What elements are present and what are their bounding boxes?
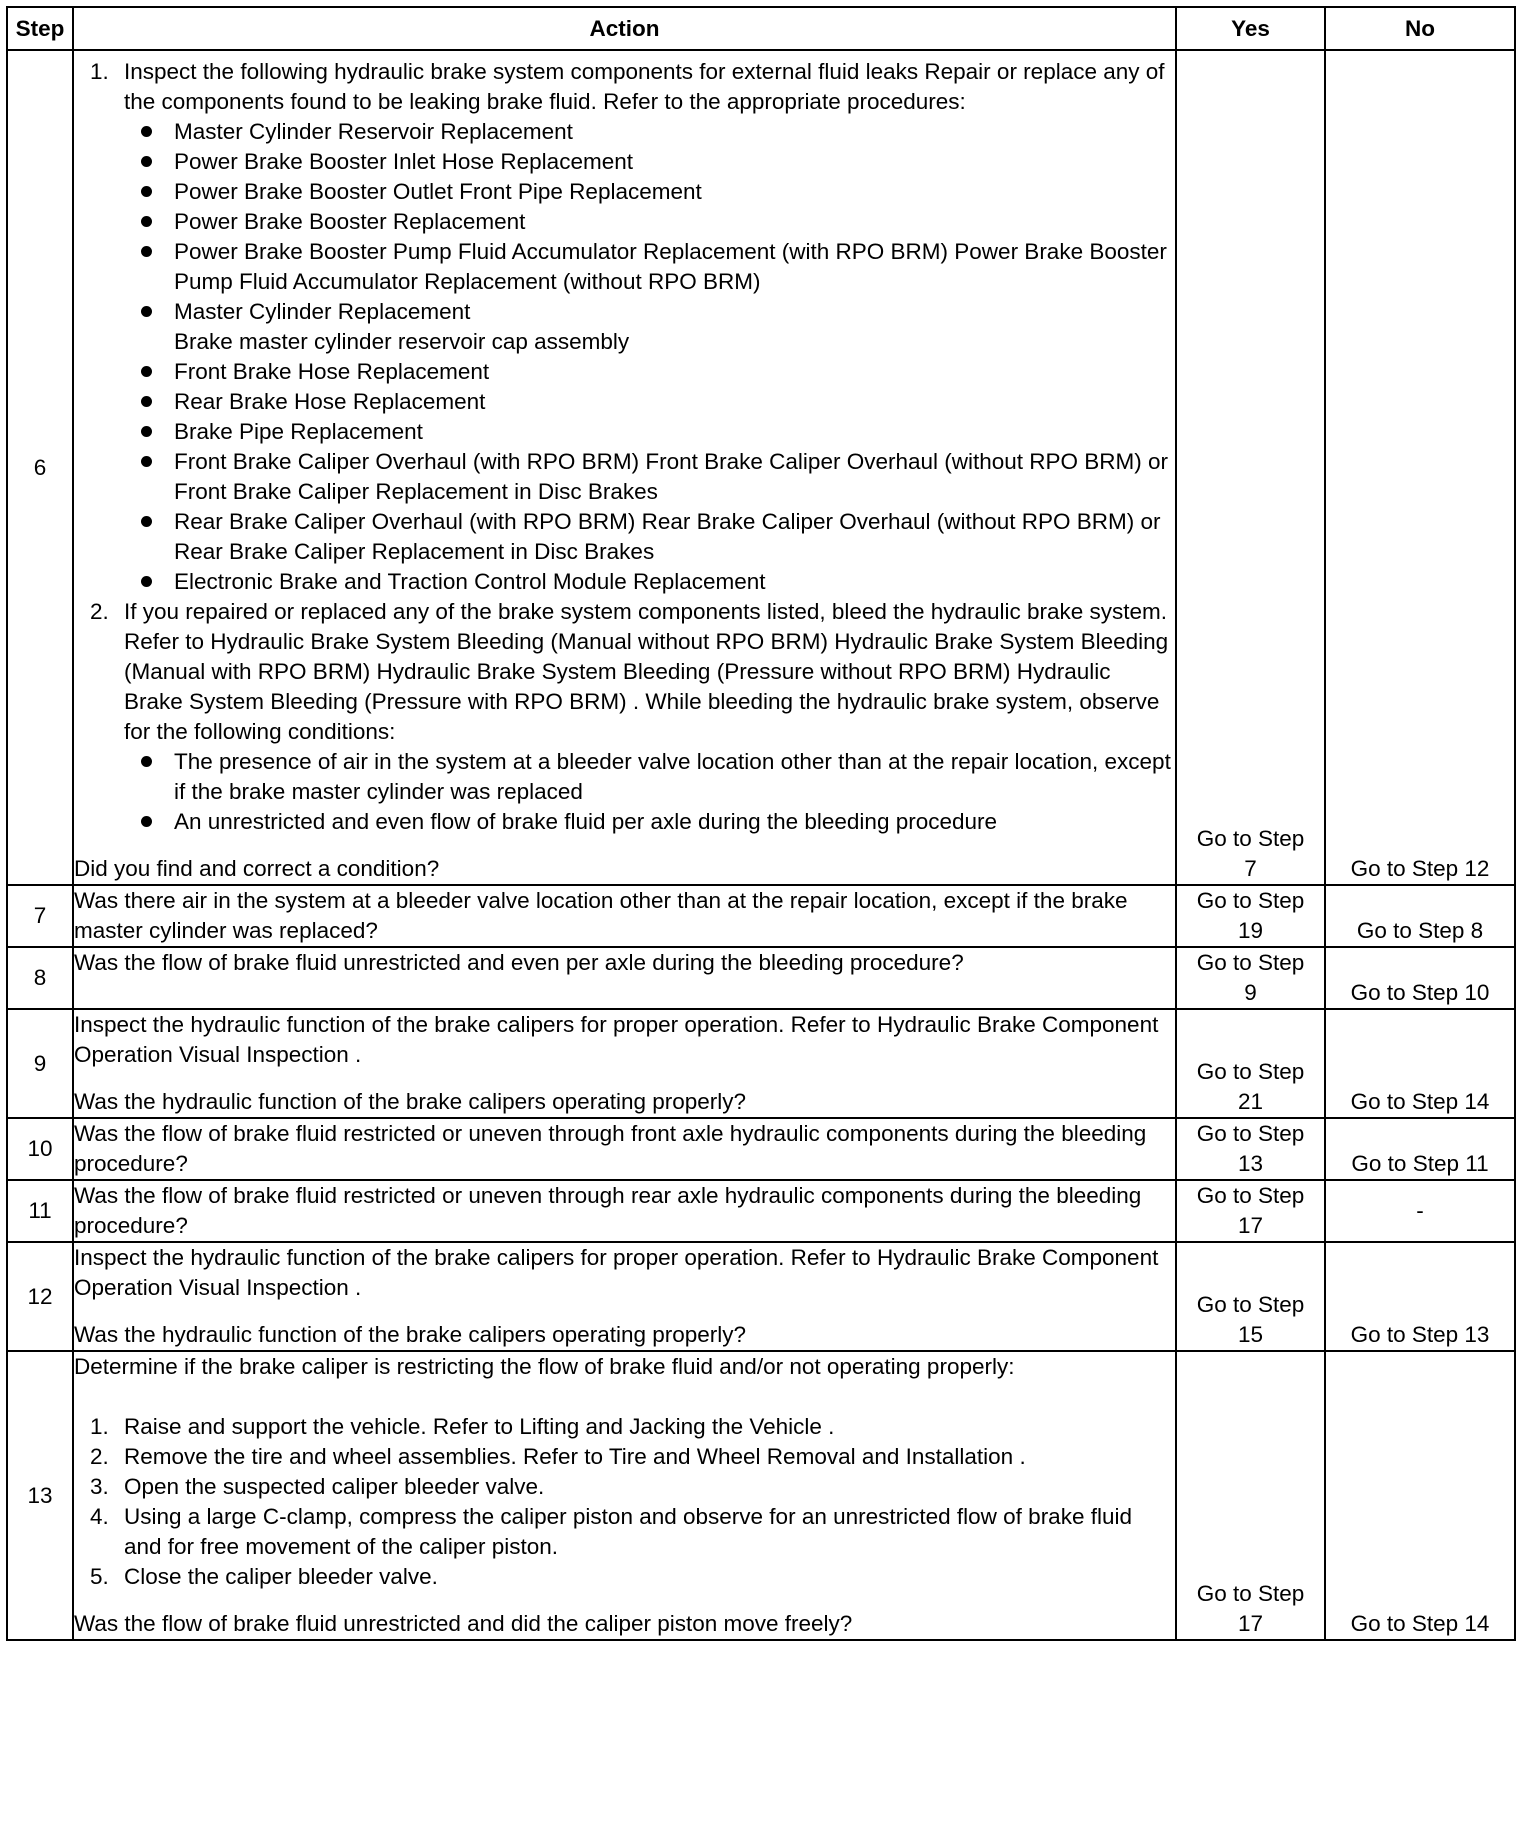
spacer [74,1070,1175,1087]
question-text: Was the flow of brake fluid unrestricted and did the caliper piston move freely? [74,1611,853,1636]
question-text: Was the hydraulic function of the brake calipers operating properly? [74,1322,747,1347]
yes-link: Go to Step 17 [1196,1581,1305,1636]
yes-link: Go to Step 19 [1196,888,1305,943]
list-item: Remove the tire and wheel assemblies. Refer to Tire and Wheel Removal and Installation . [124,1444,1026,1469]
no-cell: Go to Step 14 [1325,1009,1515,1118]
yes-cell [1176,885,1325,947]
yes-cell [1176,1351,1325,1640]
step-number: 12 [7,1242,73,1351]
bullet-list [124,747,1175,837]
question-text: Was the flow of brake fluid restricted or uneven through front axle hydraulic components during the bleeding procedure? [74,1121,1147,1176]
list-item: Open the suspected caliper bleeder valve. [124,1474,545,1499]
bullet-item: Power Brake Booster Outlet Front Pipe Replacement [124,177,1175,207]
procedure-list [74,1412,1175,1592]
action-cell [73,1118,1176,1180]
yes-cell [1176,1118,1325,1180]
action-cell [73,947,1176,1009]
intro-text: Determine if the brake caliper is restricting the flow of brake fluid and/or not operating properly: [74,1354,1015,1379]
yes-cell [1176,1242,1325,1351]
step-number: 11 [7,1180,73,1242]
bullet-item: Power Brake Booster Replacement [124,207,1175,237]
action-cell [73,1242,1176,1351]
item-text: If you repaired or replaced any of the brake system components listed, bleed the hydraulic brake system. Refer to Hydraulic Brake System Bleeding (Manual without RPO BRM) Hydraulic Brake System Bleeding (Manual with RPO BRM) Hydraulic Brake System Bleeding (Pressure without RPO BRM) Hydraulic Brake System Bleeding (Pressure with RPO BRM) . While bleeding the hydraulic brake system, observe for the following conditions: [124,599,1169,744]
step-number: 10 [7,1118,73,1180]
bullet-item: Power Brake Booster Inlet Hose Replacement [124,147,1175,177]
table-row [7,1180,1515,1242]
yes-link: Go to Step 17 [1196,1183,1305,1238]
table-row [7,1242,1515,1351]
table-row [7,885,1515,947]
yes-cell [1176,1180,1325,1242]
list-item [74,57,1175,597]
no-cell: Go to Step 8 [1325,885,1515,947]
yes-link: Go to Step 7 [1196,826,1305,881]
no-cell: Go to Step 13 [1325,1242,1515,1351]
step-number: 13 [7,1351,73,1640]
bullet-item: Rear Brake Caliper Overhaul (with RPO BRM) Rear Brake Caliper Overhaul (without RPO BRM) or Rear Brake Caliper Replacement in Disc Brakes [124,507,1175,567]
question-text: Was the flow of brake fluid unrestricted and even per axle during the bleeding procedure? [74,950,964,975]
question-text: Was the hydraulic function of the brake calipers operating properly? [74,1089,747,1114]
no-cell: Go to Step 12 [1325,50,1515,885]
bullet-item: Brake Pipe Replacement [124,417,1175,447]
bullet-item: Front Brake Hose Replacement [124,357,1175,387]
spacer [74,837,1175,854]
bullet-item: Rear Brake Hose Replacement [124,387,1175,417]
action-cell [73,1180,1176,1242]
spacer [74,1382,1175,1412]
bullet-item: Master Cylinder Reservoir Replacement [124,117,1175,147]
header-yes: Yes [1176,7,1325,50]
spacer [74,1303,1175,1320]
step-number: 6 [7,50,73,885]
list-item: Using a large C-clamp, compress the caliper piston and observe for an unrestricted flow of brake fluid and for free movement of the caliper piston. [124,1504,1132,1559]
list-item: Close the caliper bleeder valve. [124,1564,438,1589]
bullet-text: Master Cylinder Replacement [174,299,471,324]
procedure-list [74,57,1175,837]
bullet-item: Power Brake Booster Pump Fluid Accumulator Replacement (with RPO BRM) Power Brake Booster Pump Fluid Accumulator Replacement (without RPO BRM) [124,237,1175,297]
list-item: Raise and support the vehicle. Refer to Lifting and Jacking the Vehicle . [124,1414,835,1439]
header-step: Step [7,7,73,50]
yes-link: Go to Step 21 [1196,1059,1305,1114]
yes-cell [1176,947,1325,1009]
spacer [74,1592,1175,1609]
yes-link: Go to Step 9 [1196,950,1305,1005]
diagnostic-table [6,6,1516,1641]
instruction-text: Inspect the hydraulic function of the brake calipers for proper operation. Refer to Hydraulic Brake Component Operation Visual Inspection . [74,1012,1159,1067]
no-cell: Go to Step 11 [1325,1118,1515,1180]
action-cell [73,50,1176,885]
yes-link: Go to Step 15 [1196,1292,1305,1347]
list-item [74,597,1175,837]
step-number: 8 [7,947,73,1009]
no-cell: Go to Step 10 [1325,947,1515,1009]
action-cell [73,1009,1176,1118]
yes-link: Go to Step 13 [1196,1121,1305,1176]
action-cell [73,885,1176,947]
table-row [7,947,1515,1009]
question-text: Was there air in the system at a bleeder valve location other than at the repair location, except if the brake master cylinder was replaced? [74,888,1128,943]
header-action: Action [73,7,1176,50]
item-text: Inspect the following hydraulic brake system components for external fluid leaks Repair or replace any of the components found to be leaking brake fluid. Refer to the appropriate procedures: [124,59,1165,114]
step-number: 7 [7,885,73,947]
bullet-item: Front Brake Caliper Overhaul (with RPO BRM) Front Brake Caliper Overhaul (without RPO BRM) or Front Brake Caliper Replacement in Disc Brakes [124,447,1175,507]
bullet-list [124,117,1175,597]
header-no: No [1325,7,1515,50]
bullet-item: An unrestricted and even flow of brake fluid per axle during the bleeding procedure [124,807,1175,837]
yes-cell [1176,1009,1325,1118]
no-cell: - [1325,1180,1515,1242]
question-text: Was the flow of brake fluid restricted or uneven through rear axle hydraulic components during the bleeding procedure? [74,1183,1142,1238]
table-row [7,1118,1515,1180]
bullet-item: The presence of air in the system at a bleeder valve location other than at the repair location, except if the brake master cylinder was replaced [124,747,1175,807]
table-row [7,1351,1515,1640]
header-row [7,7,1515,50]
bullet-item [124,297,1175,357]
table-row [7,1009,1515,1118]
step-number: 9 [7,1009,73,1118]
instruction-text: Inspect the hydraulic function of the brake calipers for proper operation. Refer to Hydraulic Brake Component Operation Visual Inspection . [74,1245,1159,1300]
bullet-item: Electronic Brake and Traction Control Module Replacement [124,567,1175,597]
bullet-subtext: Brake master cylinder reservoir cap assembly [174,329,630,354]
action-cell [73,1351,1176,1640]
no-cell: Go to Step 14 [1325,1351,1515,1640]
table-row [7,50,1515,885]
yes-cell [1176,50,1325,885]
question-text: Did you find and correct a condition? [74,856,440,881]
